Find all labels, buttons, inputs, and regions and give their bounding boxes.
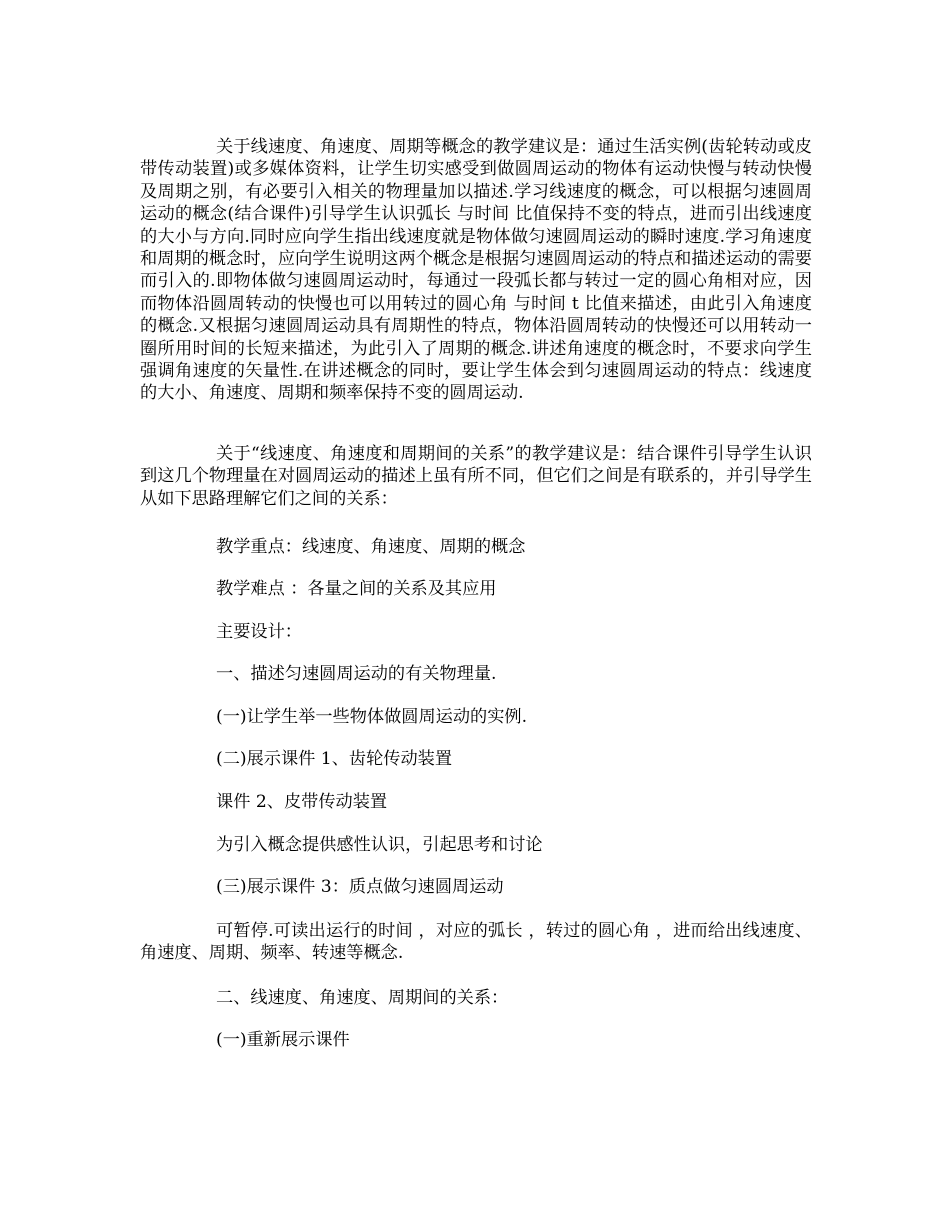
paragraph-concepts: 关于线速度、角速度、周期等概念的教学建议是：通过生活实例(齿轮转动或皮带传动装置)或多媒体资料，让学生切实感受到做圆周运动的物体有运动快慢与转动快慢及周期之别，有必要引入相关的物理量加以描述.学习线速度的概念，可以根据匀速圆周运动的概念(结合课件)引导学生认识弧长 与时间 比值保持不变的特点，进而引出线速度的大小与方向.同时应向学生指出线速度就是物体做匀速圆周运动的瞬时速度.学习角速度和周期的概念时，应向学生说明这两个概念是根据匀速圆周运动的特点和描述运动的需要而引入的.即物体做匀速圆周运动时，每通过一段弧长都与转过一定的圆心角相对应，因而物体沿圆周转动的快慢也可以用转过的圆心角 与时间 t 比值来描述，由此引入角速度的概念.又根据匀速圆周运动具有周期性的特点，物体沿圆周转动的快慢还可以用转动一圈所用时间的长短来描述，为此引入了周期的概念.讲述角速度的概念时，不要求向学生强调角速度的矢量性.在讲述概念的同时，要让学生体会到匀速圆周运动的特点：线速度的大小、角速度、周期和频率保持不变的圆周运动. (140, 137, 812, 404)
list-item-1-2c: 为引入概念提供感性认识，引起思考和讨论 (216, 835, 543, 855)
paragraph-relations: 关于“线速度、角速度和周期间的关系”的教学建议是：结合课件引导学生认识到这几个物理量在对圆周运动的描述上虽有所不同，但它们之间是有联系的，并引导学生从如下思路理解它们之间的关系： (140, 444, 812, 509)
teaching-difficult-point: 教学难点 ：各量之间的关系及其应用 (216, 579, 497, 599)
list-item-1-3: (三)展示课件 3：质点做匀速圆周运动 (216, 877, 504, 897)
list-item-1-2b: 课件 2、皮带传动装置 (216, 792, 388, 812)
paragraph-pause: 可暂停.可读出运行的时间 ，对应的弧长 ，转过的圆心角 ，进而给出线速度、角速度、周期、频率、转速等概念. (140, 921, 812, 964)
list-item-2-1: (一)重新展示课件 (216, 1030, 350, 1050)
main-design-heading: 主要设计： (216, 622, 302, 642)
teaching-key-point: 教学重点：线速度、角速度、周期的概念 (216, 537, 526, 557)
list-item-1-2: (二)展示课件 1、齿轮传动装置 (216, 749, 453, 769)
section-heading-2: 二、线速度、角速度、周期间的关系： (216, 988, 509, 1008)
list-item-1-1: (一)让学生举一些物体做圆周运动的实例. (216, 707, 528, 727)
section-heading-1: 一、描述匀速圆周运动的有关物理量. (216, 664, 497, 684)
